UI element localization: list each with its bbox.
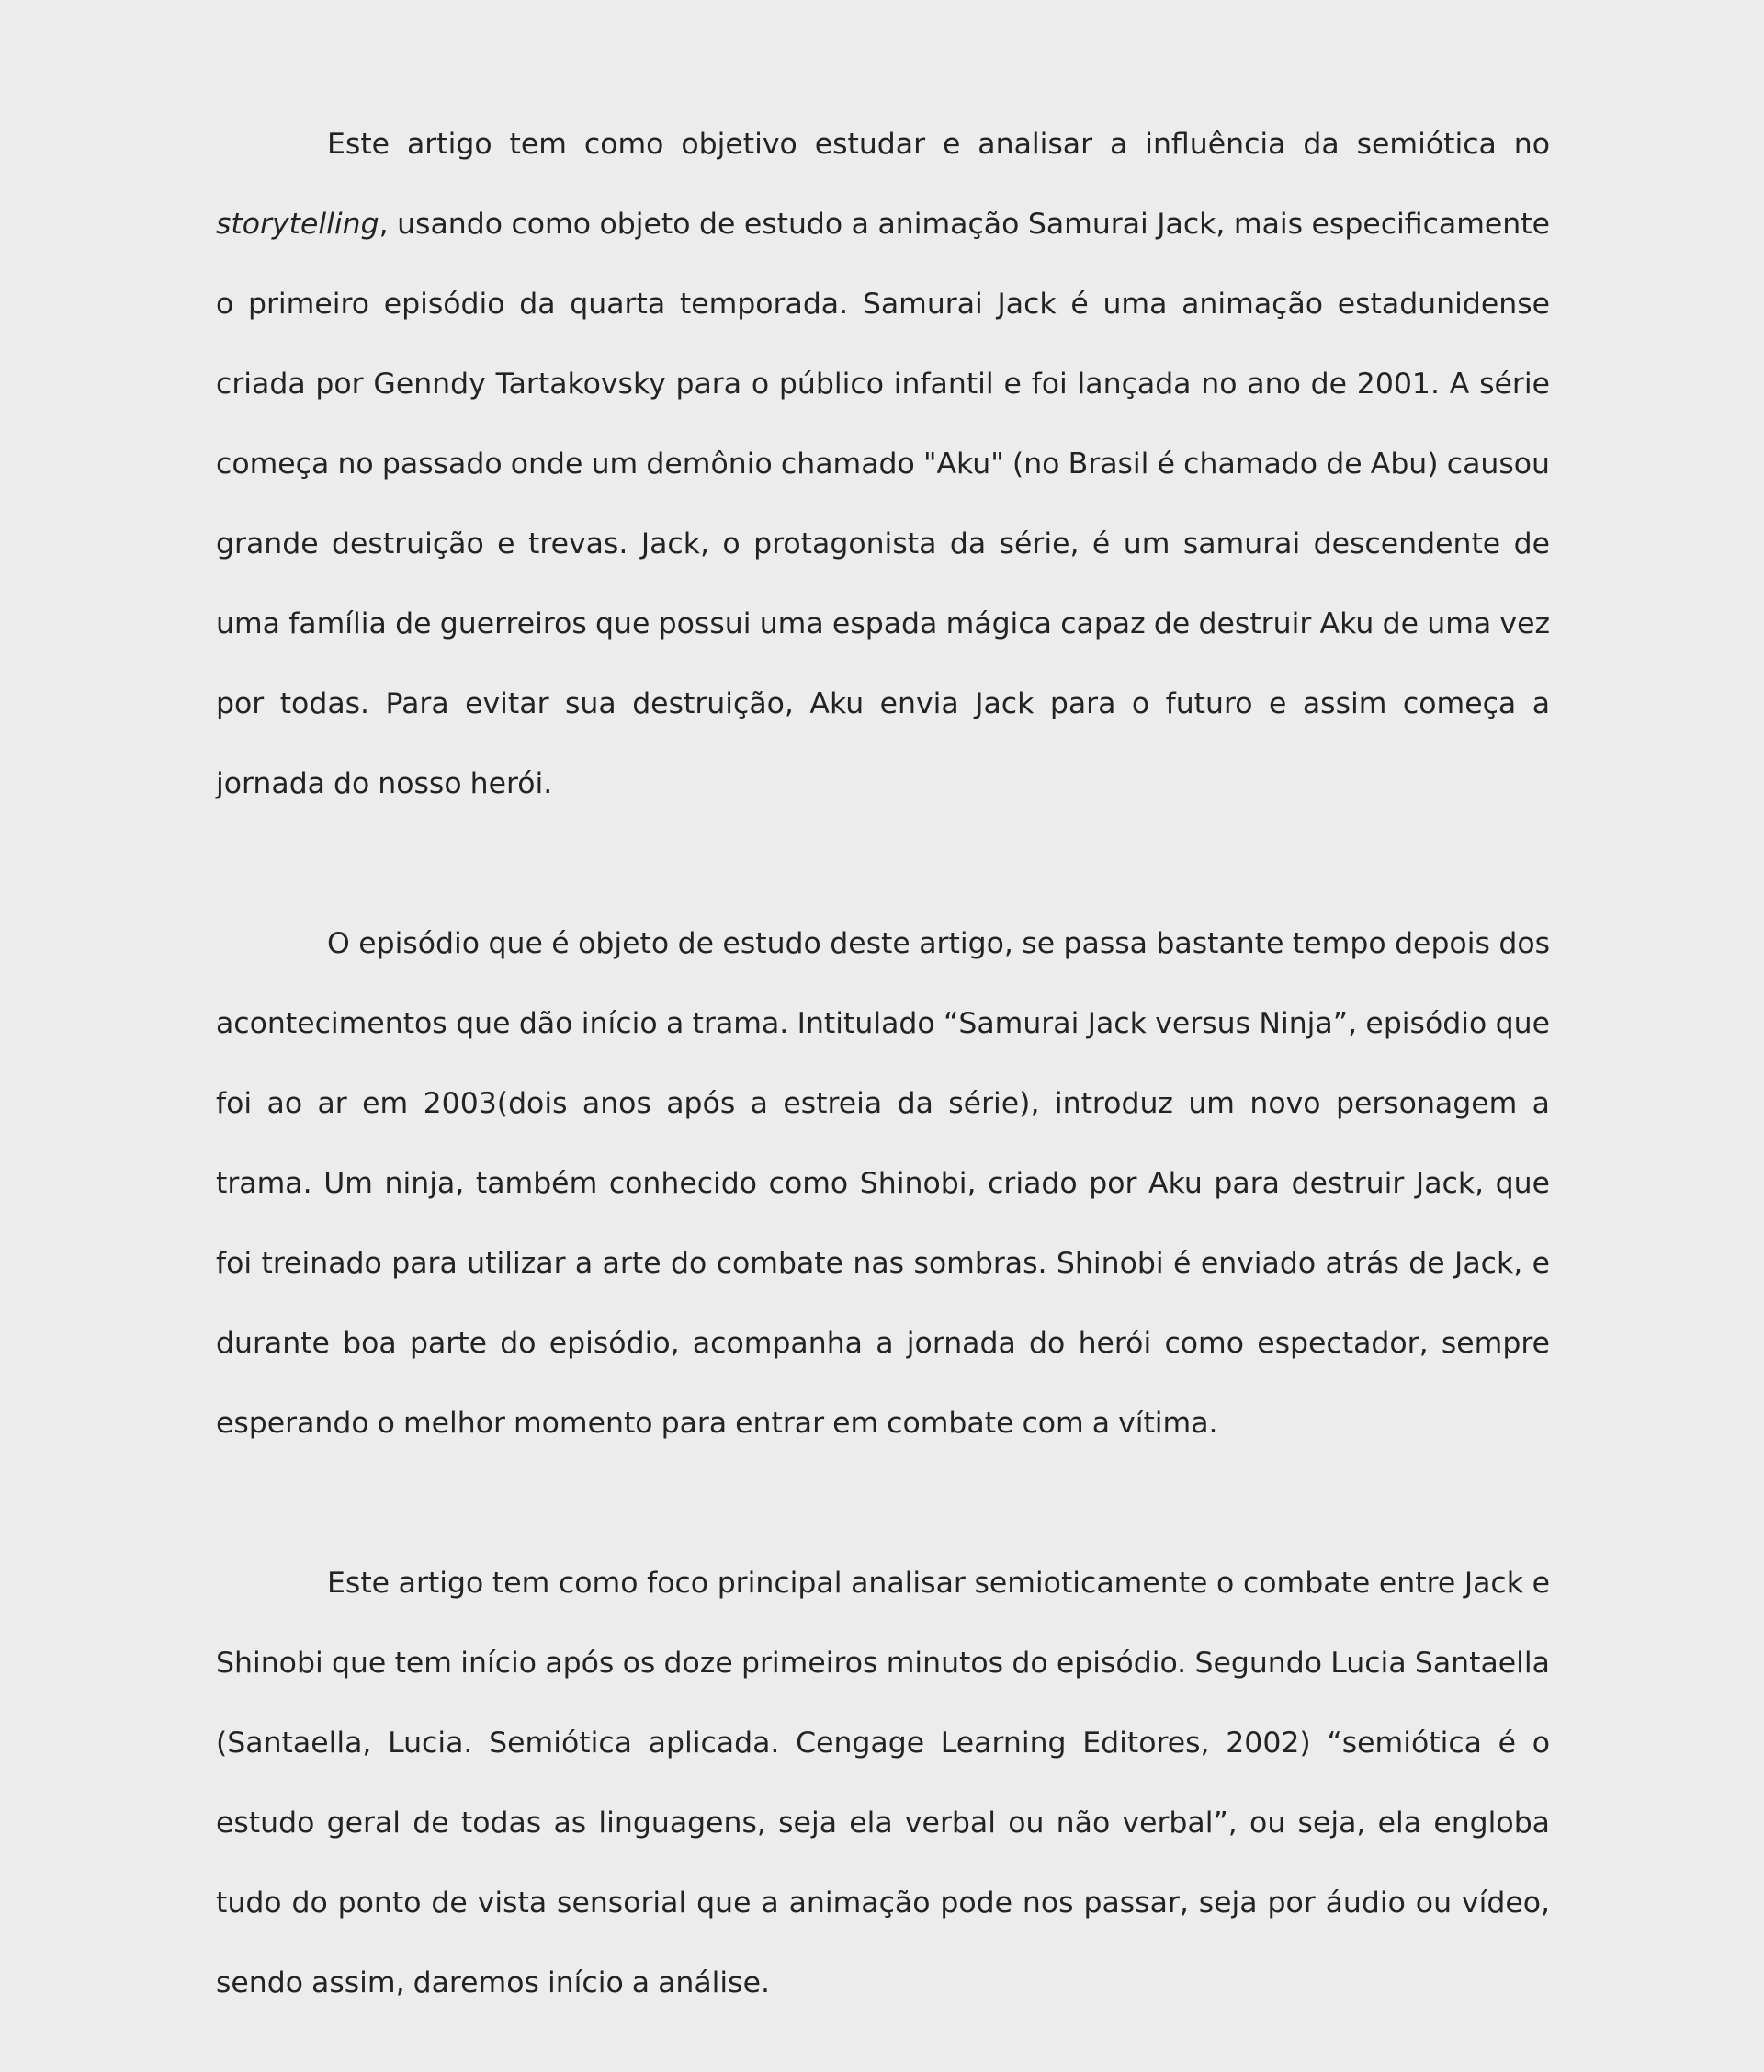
paragraph-3: Este artigo tem como foco principal analisar semioticamente o combate entre Jack e Shinobi que tem início após os doze primeiros minutos do episódio. Segundo Lucia Santaella (Santaella, Lucia. Semiótica aplicada. Cengage Learning Editores, 2002) “semiótica é o estudo geral de todas as linguagens, seja ela verbal ou não verbal”, ou seja, ela engloba tudo do ponto de vista sensorial que a animação pode nos passar, seja por áudio ou vídeo, sendo assim, daremos início a análise. <box>216 1567 1550 1999</box>
paragraph-1 <box>216 105 1550 824</box>
paragraph-2: O episódio que é objeto de estudo deste artigo, se passa bastante tempo depois dos acontecimentos que dão início a trama. Intitulado “Samurai Jack versus Ninja”, episódio que foi ao ar em 2003(dois anos após a estreia da série), introduz um novo personagem a trama. Um ninja, também conhecido como Shinobi, criado por Aku para destruir Jack, que foi treinado para utilizar a arte do combate nas sombras. Shinobi é enviado atrás de Jack, e durante boa parte do episódio, acompanha a jornada do herói como espectador, sempre esperando o melhor momento para entrar em combate com a vítima. <box>216 927 1550 1440</box>
document-body <box>216 105 1550 2023</box>
paragraph-1-italic-term: storytelling <box>216 208 379 241</box>
paragraph-1-rest: , usando como objeto de estudo a animação Samurai Jack, mais especificamente o primeiro episódio da quarta temporada. Samurai Jack é uma animação estadunidense criada por Genndy Tartakovsky para o público infantil e foi lançada no ano de 2001. A série começa no passado onde um demônio chamado "Aku" (no Brasil é chamado de Abu) causou grande destruição e trevas. Jack, o protagonista da série, é um samurai descendente de uma família de guerreiros que possui uma espada mágica capaz de destruir Aku de uma vez por todas. Para evitar sua destruição, Aku envia Jack para o futuro e assim começa a jornada do nosso herói. <box>216 208 1550 800</box>
paragraph-1-intro: Este artigo tem como objetivo estudar e analisar a influência da semiótica no <box>327 128 1550 161</box>
